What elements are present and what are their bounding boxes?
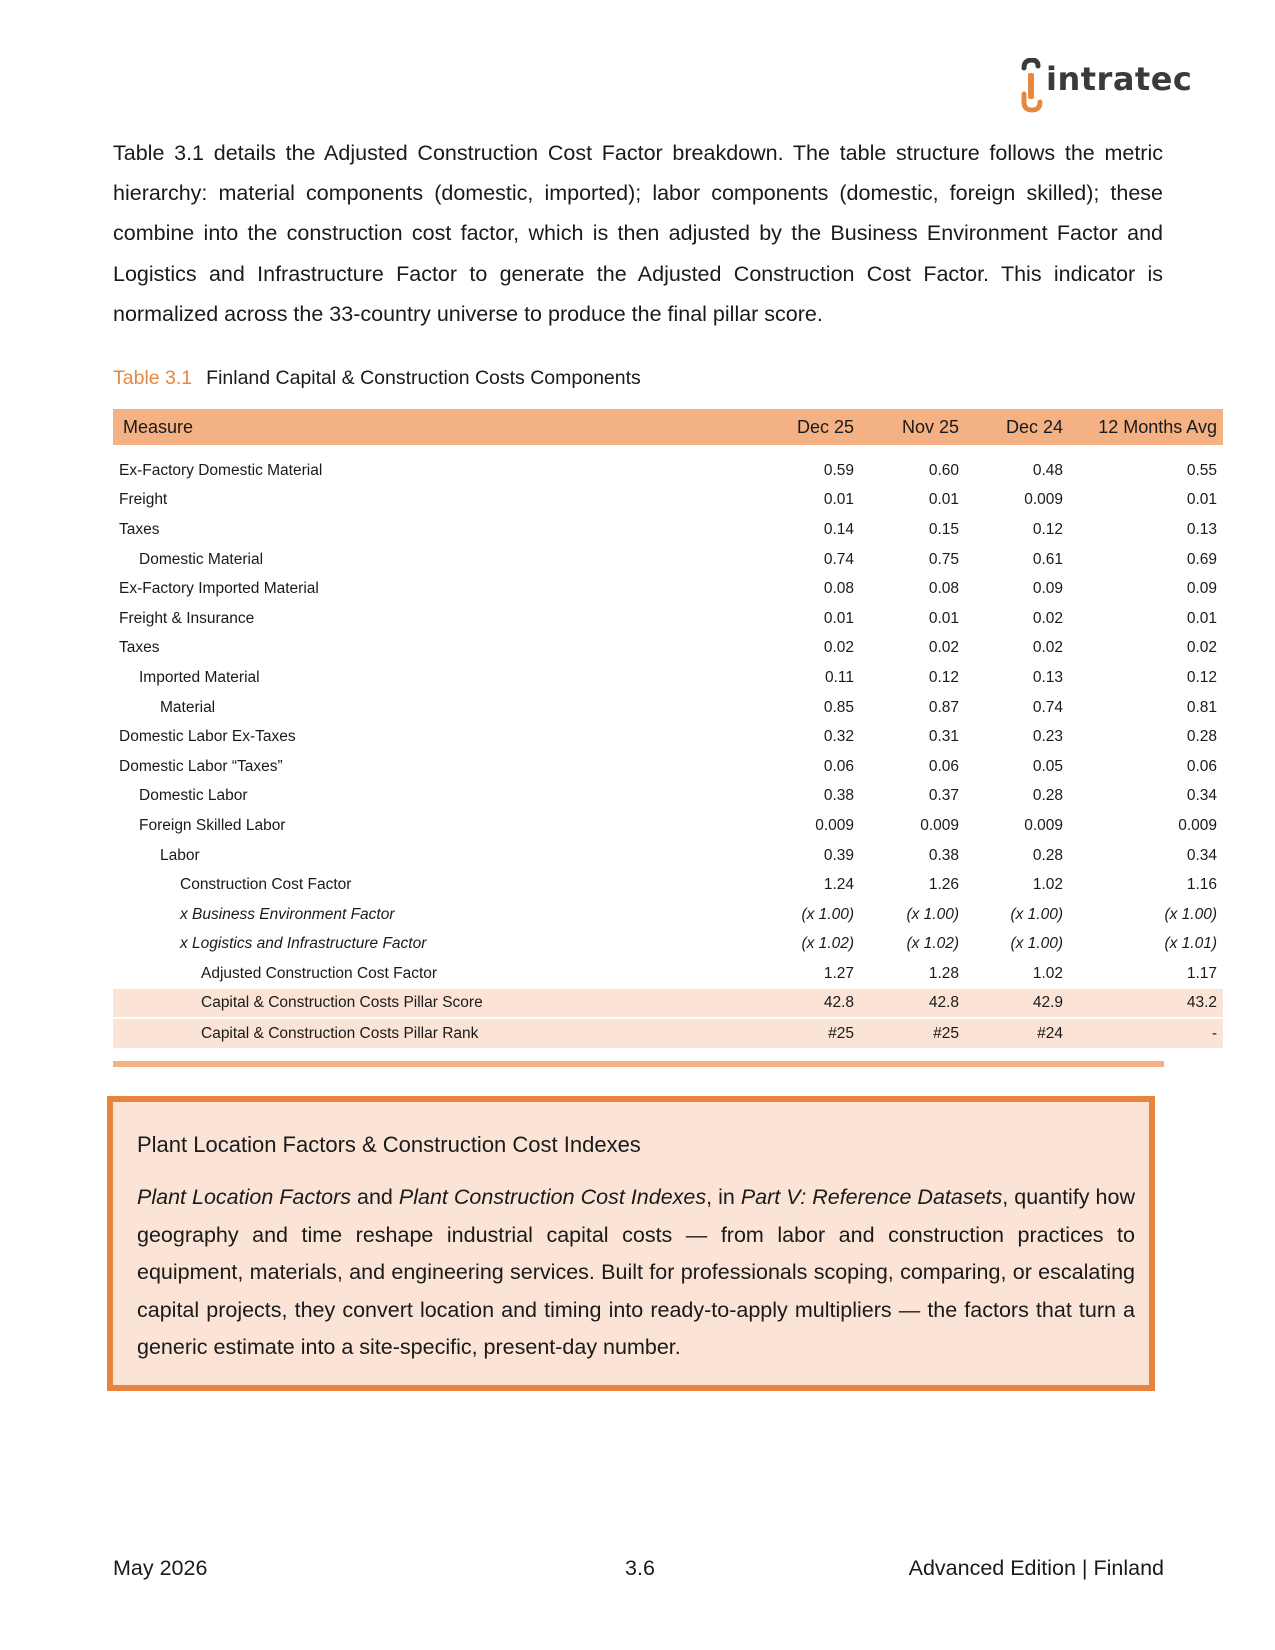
table-cell: 0.37 bbox=[928, 787, 959, 805]
table-cell: 0.11 bbox=[824, 668, 854, 686]
table-cell: 0.74 bbox=[823, 550, 854, 568]
table-cell: 42.8 bbox=[823, 993, 854, 1011]
pillar-rank-row bbox=[113, 1018, 1223, 1048]
table-cell: 0.28 bbox=[1186, 728, 1217, 746]
table-row bbox=[113, 752, 1223, 782]
table-cell: 0.75 bbox=[928, 550, 959, 568]
table-cell: 1.02 bbox=[1032, 964, 1063, 982]
row-label: Domestic Labor Ex-Taxes bbox=[119, 728, 296, 746]
table-cell: 0.31 bbox=[928, 728, 959, 746]
table-cell: #25 bbox=[933, 1024, 959, 1042]
table-cell: (x 1.00) bbox=[801, 905, 854, 923]
table-cell: 0.01 bbox=[1186, 609, 1217, 627]
table-cell: 0.01 bbox=[928, 491, 959, 509]
callout-text: and bbox=[350, 1185, 399, 1209]
callout-title: Plant Location Factors & Construction Cost Indexes bbox=[137, 1132, 641, 1157]
table-cell: 0.06 bbox=[1186, 757, 1217, 775]
table-cell: 1.28 bbox=[928, 964, 959, 982]
table-cell: 0.87 bbox=[928, 698, 959, 716]
table-row bbox=[113, 456, 1223, 486]
table-cell: 1.16 bbox=[1186, 876, 1217, 894]
table-row bbox=[113, 722, 1223, 752]
row-label: Ex-Factory Imported Material bbox=[119, 580, 319, 598]
row-label: Domestic Material bbox=[139, 550, 264, 568]
components-table bbox=[113, 409, 1223, 1048]
callout-text: , in bbox=[706, 1185, 741, 1209]
callout-box bbox=[107, 1096, 1155, 1391]
table-cell: 0.009 bbox=[815, 816, 854, 834]
column-header: 12 Months Avg bbox=[1098, 416, 1217, 437]
pillar-score-row bbox=[113, 989, 1223, 1019]
row-label: Construction Cost Factor bbox=[180, 876, 352, 894]
row-label: Domestic Labor “Taxes” bbox=[119, 757, 283, 775]
row-label: x Business Environment Factor bbox=[180, 905, 395, 923]
table-cell: 0.02 bbox=[1032, 639, 1063, 657]
table-cell: 0.12 bbox=[1186, 668, 1217, 686]
table-cell: 0.28 bbox=[1032, 787, 1063, 805]
table-row bbox=[113, 782, 1223, 812]
table-row bbox=[113, 545, 1223, 575]
table-cell: 0.05 bbox=[1032, 757, 1063, 775]
table-cell: 0.02 bbox=[1186, 639, 1217, 657]
table-cell: 0.15 bbox=[928, 520, 959, 538]
row-label: Capital & Construction Costs Pillar Score bbox=[201, 993, 483, 1011]
intro-paragraph: Table 3.1 details the Adjusted Construction Cost Factor breakdown. The table structure follows the metric hierarchy: material components (domestic, imported); labor components (domestic, foreign skilled); these combine into the construction cost factor, which is then adjusted by the Business Environment Factor and Logistics and Infrastructure Factor to generate the Adjusted Construction Cost Factor. This indicator is normalized across the 33-country universe to produce the final pillar score. bbox=[113, 141, 1163, 326]
row-label: Freight & Insurance bbox=[119, 609, 255, 627]
table-spacer bbox=[113, 445, 1223, 456]
table-cell: 42.9 bbox=[1032, 993, 1063, 1011]
table-cell: 0.009 bbox=[920, 816, 959, 834]
table-cell: (x 1.02) bbox=[801, 935, 854, 953]
row-label: Taxes bbox=[119, 639, 160, 657]
footer-edition: Advanced Edition | Finland bbox=[908, 1556, 1164, 1580]
callout-body bbox=[137, 1179, 1135, 1367]
table-cell: 0.13 bbox=[1032, 668, 1063, 686]
table-cell: 0.01 bbox=[1186, 491, 1217, 509]
table-number: Table 3.1 bbox=[113, 367, 193, 389]
table-cell: 0.34 bbox=[1186, 846, 1217, 864]
logo-mark-icon bbox=[1018, 58, 1048, 116]
table-cell: 0.12 bbox=[928, 668, 959, 686]
table-cell: 1.24 bbox=[823, 876, 854, 894]
table-cell: 0.09 bbox=[1186, 580, 1217, 598]
row-label: Capital & Construction Costs Pillar Rank bbox=[201, 1024, 479, 1042]
row-label: Domestic Labor bbox=[139, 787, 248, 805]
table-row bbox=[113, 930, 1223, 960]
table-cell: (x 1.00) bbox=[1010, 905, 1063, 923]
table-cell: 0.39 bbox=[823, 846, 854, 864]
table-cell: 0.009 bbox=[1178, 816, 1217, 834]
table-cell: 0.08 bbox=[928, 580, 959, 598]
row-label: Ex-Factory Domestic Material bbox=[119, 461, 323, 479]
table-cell: 0.28 bbox=[1032, 846, 1063, 864]
table-cell: (x 1.00) bbox=[906, 905, 959, 923]
table-cell: #25 bbox=[828, 1024, 854, 1042]
table-row bbox=[113, 574, 1223, 604]
row-label: x Logistics and Infrastructure Factor bbox=[180, 935, 427, 953]
row-label: Material bbox=[160, 698, 216, 716]
table-title: Finland Capital & Construction Costs Components bbox=[206, 367, 641, 389]
table-header-row bbox=[113, 409, 1223, 445]
table-cell: - bbox=[1211, 1024, 1217, 1042]
table-cell: 0.61 bbox=[1032, 550, 1063, 568]
table-cell: 0.69 bbox=[1186, 550, 1217, 568]
table-cell: 0.23 bbox=[1032, 728, 1063, 746]
table-cell: 0.01 bbox=[823, 609, 854, 627]
table-cell: 1.17 bbox=[1186, 964, 1217, 982]
table-cell: 0.02 bbox=[1032, 609, 1063, 627]
table-cell: 1.26 bbox=[928, 876, 959, 894]
table-row bbox=[113, 634, 1223, 664]
row-label: Freight bbox=[119, 491, 168, 509]
row-label: Imported Material bbox=[139, 668, 260, 686]
callout-text: , quantify how geography and time reshape industrial capital costs — from labor and construction practices to equipment, materials, and engineering services. Built for professionals scoping, comparing, or escalating capital projects, they convert location and timing into ready-to-apply multipliers — the factors that turn a generic estimate into a site-specific, present-day number. bbox=[137, 1185, 1135, 1360]
table-cell: 43.2 bbox=[1186, 993, 1217, 1011]
table-cell: 0.34 bbox=[1186, 787, 1217, 805]
table-cell: 0.74 bbox=[1032, 698, 1063, 716]
table-cell: 0.38 bbox=[928, 846, 959, 864]
column-header: Measure bbox=[123, 416, 194, 437]
table-cell: 0.02 bbox=[823, 639, 854, 657]
table-cell: 0.32 bbox=[823, 728, 854, 746]
table-cell: 0.81 bbox=[1186, 698, 1217, 716]
row-label: Taxes bbox=[119, 520, 160, 538]
table-cell: 0.48 bbox=[1032, 461, 1063, 479]
table-cell: 0.009 bbox=[1024, 491, 1063, 509]
footer-date: May 2026 bbox=[113, 1556, 208, 1580]
table-cell: 0.06 bbox=[823, 757, 854, 775]
table-row bbox=[113, 959, 1223, 989]
table-cell: 42.8 bbox=[928, 993, 959, 1011]
table-row bbox=[113, 663, 1223, 693]
table-cell: (x 1.01) bbox=[1164, 935, 1217, 953]
row-label: Labor bbox=[160, 846, 200, 864]
table-row bbox=[113, 486, 1223, 516]
page-number: 3.6 bbox=[625, 1556, 655, 1580]
table-cell: 0.12 bbox=[1032, 520, 1063, 538]
table-cell: 0.01 bbox=[823, 491, 854, 509]
column-header: Nov 25 bbox=[901, 416, 959, 437]
logo-text: intratec bbox=[1046, 60, 1193, 98]
intratec-logo bbox=[1018, 58, 1193, 116]
column-header: Dec 24 bbox=[1005, 416, 1063, 437]
table-cell: (x 1.00) bbox=[1010, 935, 1063, 953]
table-cell: #24 bbox=[1037, 1024, 1063, 1042]
table-cell: 0.14 bbox=[823, 520, 854, 538]
table-row bbox=[113, 604, 1223, 634]
table-cell: 0.13 bbox=[1186, 520, 1217, 538]
table-cell: 0.60 bbox=[928, 461, 959, 479]
table-cell: 0.09 bbox=[1032, 580, 1063, 598]
table-bottom-rule bbox=[113, 1061, 1164, 1067]
table-cell: 0.06 bbox=[928, 757, 959, 775]
table-cell: 0.38 bbox=[823, 787, 854, 805]
table-row bbox=[113, 515, 1223, 545]
table-cell: 0.01 bbox=[928, 609, 959, 627]
callout-emphasis: Plant Construction Cost Indexes bbox=[398, 1185, 707, 1209]
table-row bbox=[113, 841, 1223, 871]
table-cell: (x 1.00) bbox=[1164, 905, 1217, 923]
table-caption bbox=[113, 367, 641, 390]
column-header: Dec 25 bbox=[796, 416, 854, 437]
callout-emphasis: Part V: Reference Datasets bbox=[740, 1185, 1003, 1209]
table-cell: 0.08 bbox=[823, 580, 854, 598]
table-cell: 0.85 bbox=[823, 698, 854, 716]
table-cell: 0.55 bbox=[1186, 461, 1217, 479]
table-row bbox=[113, 900, 1223, 930]
table-cell: 0.02 bbox=[928, 639, 959, 657]
table-cell: 0.009 bbox=[1024, 816, 1063, 834]
table-row bbox=[113, 870, 1223, 900]
table-cell: 1.27 bbox=[823, 964, 854, 982]
table-cell: 1.02 bbox=[1032, 876, 1063, 894]
table-cell: 0.59 bbox=[823, 461, 854, 479]
row-label: Adjusted Construction Cost Factor bbox=[201, 964, 438, 982]
table-cell: (x 1.02) bbox=[906, 935, 959, 953]
row-label: Foreign Skilled Labor bbox=[139, 816, 286, 834]
table-row bbox=[113, 811, 1223, 841]
table-row bbox=[113, 693, 1223, 723]
callout-emphasis: Plant Location Factors bbox=[137, 1185, 351, 1209]
